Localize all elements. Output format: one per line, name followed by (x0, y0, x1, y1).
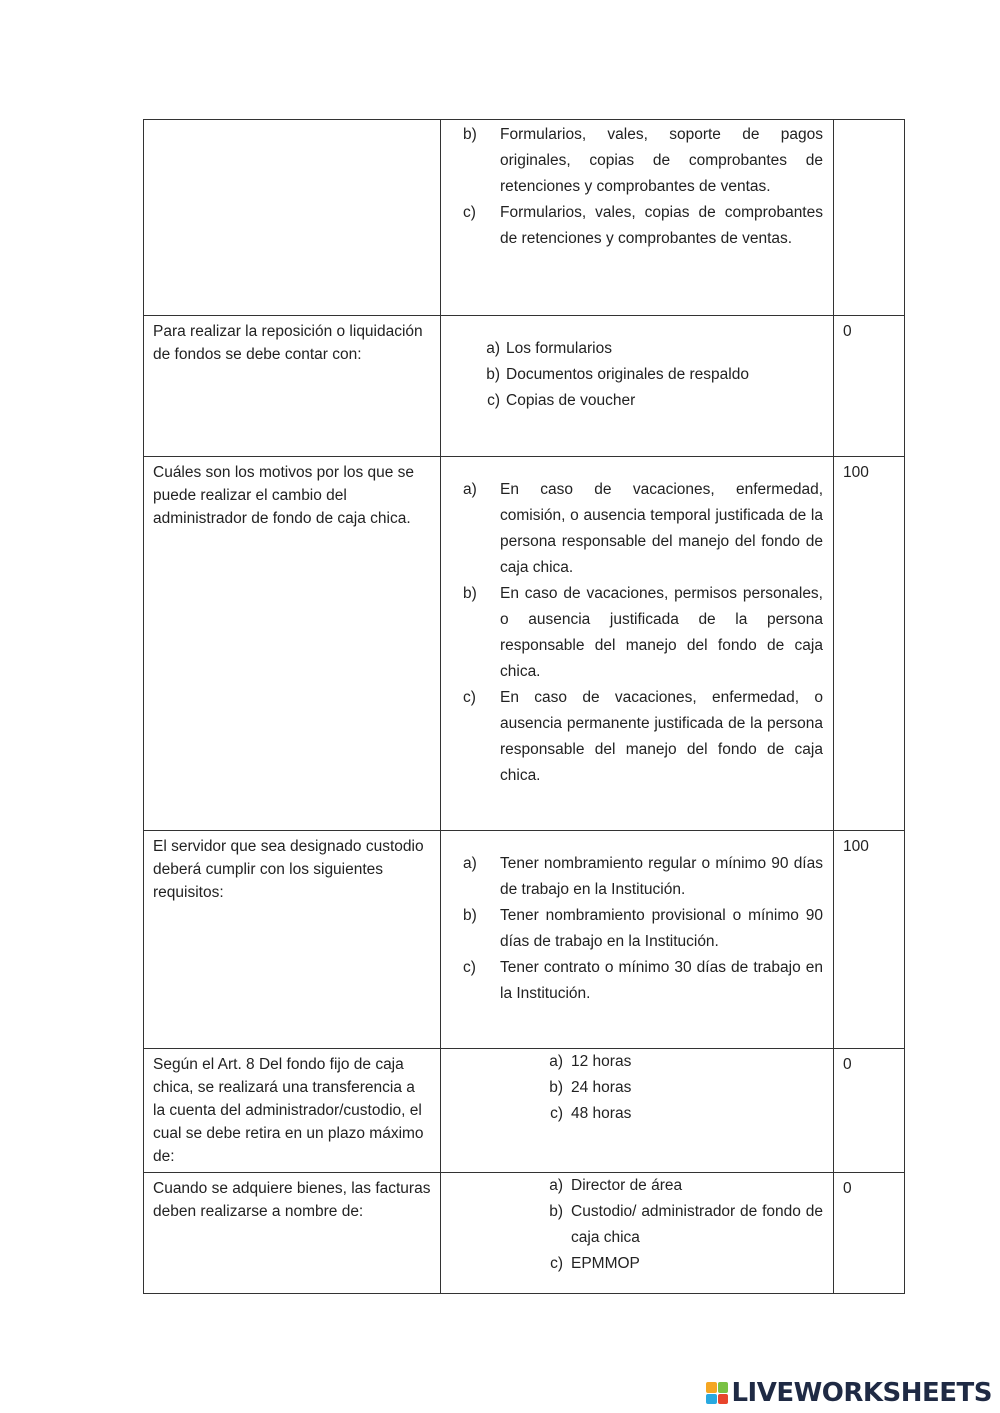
option-text: Director de área (571, 1177, 683, 1194)
option-label: a) (463, 855, 477, 872)
option-label: a) (549, 1177, 563, 1194)
option-text: EPMMOP (571, 1255, 640, 1272)
option-text: En caso de vacaciones, permisos personales, o ausencia justificada de la persona responsable del manejo del fondo de caja chica. (500, 585, 823, 680)
option-label: b) (486, 366, 500, 383)
option-label: b) (463, 585, 477, 602)
table-row (144, 120, 905, 316)
option-label: c) (550, 1255, 563, 1272)
options-cell (441, 120, 834, 316)
score-value: 0 (843, 323, 852, 340)
option-text: Los formularios (506, 340, 612, 357)
option-text: Tener nombramiento regular o mínimo 90 días de trabajo en la Institución. (500, 855, 823, 898)
options-cell (441, 457, 834, 831)
brand-watermark (706, 1378, 992, 1408)
options-cell (441, 1049, 834, 1173)
question-text: Cuáles son los motivos por los que se puede realizar el cambio del administrador de fondo de caja chica. (153, 464, 415, 527)
question-cell (144, 316, 441, 457)
logo-square (706, 1382, 717, 1393)
list-item (476, 388, 823, 414)
score-value: 100 (843, 464, 869, 481)
table-row (144, 1049, 905, 1173)
option-text: 24 horas (571, 1079, 632, 1096)
brand-name: LIVEWORKSHEETS (731, 1378, 992, 1408)
option-text: 48 horas (571, 1105, 632, 1122)
options-cell (441, 831, 834, 1049)
option-label: a) (549, 1053, 563, 1070)
list-item (463, 955, 823, 1007)
score-value: 0 (843, 1180, 852, 1197)
table-row (144, 831, 905, 1049)
table-row (144, 316, 905, 457)
option-text: Formularios, vales, copias de comprobantes de retenciones y comprobantes de ventas. (500, 204, 823, 247)
liveworksheets-logo-icon (706, 1382, 728, 1404)
score-cell (834, 1049, 905, 1173)
option-label: b) (549, 1203, 563, 1220)
option-label: a) (486, 340, 500, 357)
options-cell (441, 1173, 834, 1294)
score-cell (834, 457, 905, 831)
option-label: c) (463, 689, 476, 706)
option-text: Formularios, vales, soporte de pagos originales, copias de comprobantes de retenciones y comprobantes de ventas. (500, 126, 823, 195)
score-cell (834, 316, 905, 457)
option-list (441, 1049, 833, 1127)
quiz-table (143, 119, 905, 1294)
option-text: En caso de vacaciones, enfermedad, comisión, o ausencia temporal justificada de la persona responsable del manejo del fondo de caja chica. (500, 481, 823, 576)
list-item (463, 477, 823, 581)
option-text: Copias de voucher (506, 392, 636, 409)
score-value: 100 (843, 838, 869, 855)
logo-square (706, 1394, 717, 1405)
question-text: Según el Art. 8 Del fondo fijo de caja chica, se realizará una transferencia a la cuenta del administrador/custodio, el cual se debe retira en un plazo máximo de: (153, 1056, 424, 1165)
list-item (539, 1101, 823, 1127)
list-item (539, 1251, 823, 1277)
option-text: Tener contrato o mínimo 30 días de trabajo en la Institución. (500, 959, 823, 1002)
list-item (476, 336, 823, 362)
table-row (144, 457, 905, 831)
question-cell (144, 1049, 441, 1173)
score-value (834, 120, 904, 128)
logo-square (718, 1382, 729, 1393)
question-cell (144, 831, 441, 1049)
option-text: Documentos originales de respaldo (506, 366, 749, 383)
list-item (539, 1049, 823, 1075)
list-item (539, 1075, 823, 1101)
option-label: b) (463, 126, 477, 143)
table-row (144, 1173, 905, 1294)
option-list (441, 831, 833, 1007)
option-text: 12 horas (571, 1053, 632, 1070)
list-item (463, 685, 823, 789)
list-item (539, 1173, 823, 1199)
score-cell (834, 120, 905, 316)
list-item (463, 581, 823, 685)
question-text: El servidor que sea designado custodio deberá cumplir con los siguientes requisitos: (153, 838, 424, 901)
list-item (539, 1199, 823, 1251)
question-text: Para realizar la reposición o liquidación de fondos se debe contar con: (153, 323, 423, 363)
score-cell (834, 1173, 905, 1294)
option-list (441, 457, 833, 789)
score-value: 0 (843, 1056, 852, 1073)
option-label: c) (487, 392, 500, 409)
option-label: c) (463, 959, 476, 976)
option-label: b) (463, 907, 477, 924)
option-list (441, 316, 833, 414)
option-text: Tener nombramiento provisional o mínimo 90 días de trabajo en la Institución. (500, 907, 823, 950)
option-label: c) (550, 1105, 563, 1122)
list-item (463, 903, 823, 955)
list-item (476, 362, 823, 388)
option-list (441, 1173, 833, 1277)
options-cell (441, 316, 834, 457)
score-cell (834, 831, 905, 1049)
option-text: Custodio/ administrador de fondo de caja chica (571, 1203, 823, 1246)
question-cell (144, 120, 441, 316)
option-label: b) (549, 1079, 563, 1096)
question-text (144, 120, 440, 128)
list-item (463, 122, 823, 200)
option-label: c) (463, 204, 476, 221)
question-text: Cuando se adquiere bienes, las facturas deben realizarse a nombre de: (153, 1180, 431, 1220)
question-cell (144, 457, 441, 831)
logo-square (718, 1394, 729, 1405)
option-label: a) (463, 481, 477, 498)
option-text: En caso de vacaciones, enfermedad, o ausencia permanente justificada de la persona responsable del manejo del fondo de caja chica. (500, 689, 823, 784)
option-list (441, 120, 833, 252)
list-item (463, 200, 823, 252)
list-item (463, 851, 823, 903)
question-cell (144, 1173, 441, 1294)
